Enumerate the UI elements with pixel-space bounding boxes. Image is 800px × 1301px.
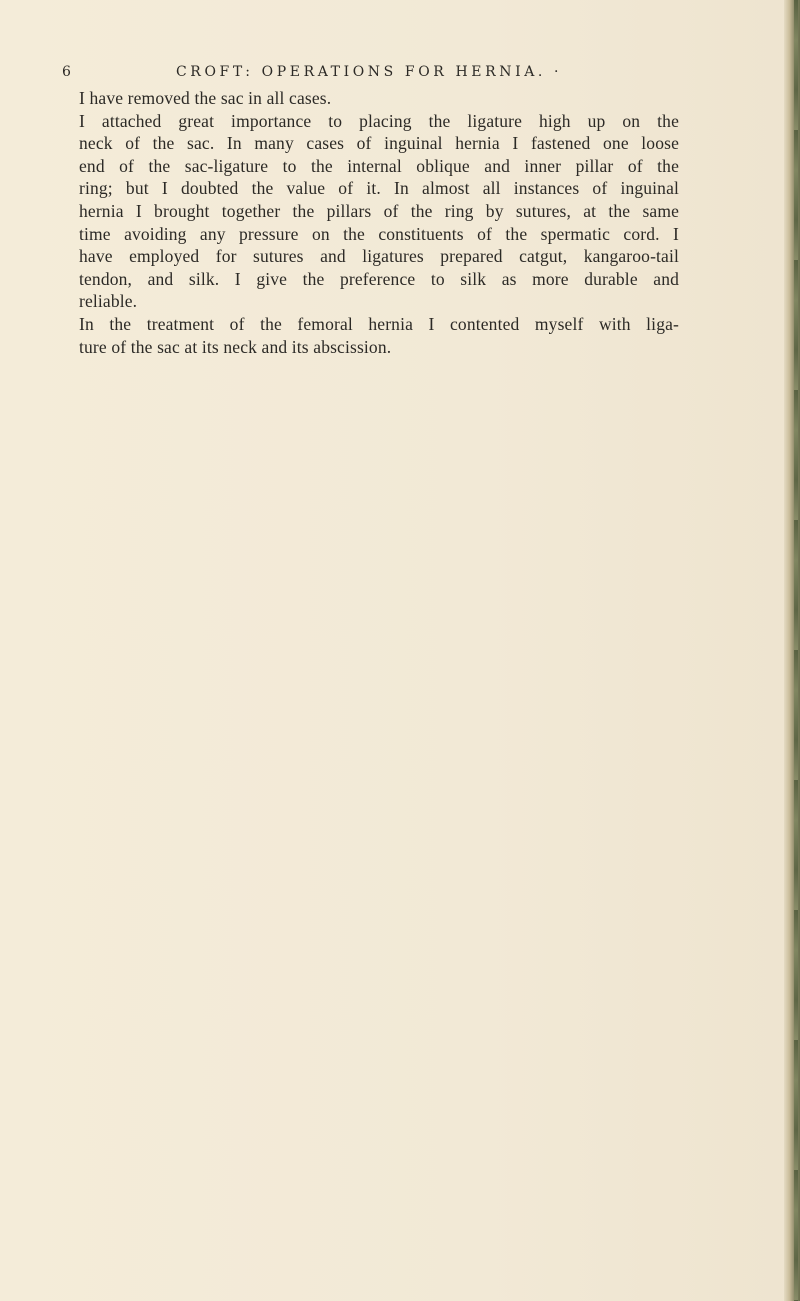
page-binding-edge bbox=[784, 0, 800, 1301]
running-head bbox=[62, 61, 742, 83]
text-line: ture of the sac at its neck and its abscission. bbox=[79, 336, 392, 357]
page-number: 6 bbox=[62, 64, 71, 80]
running-head-title: CROFT: OPERATIONS FOR HERNIA. · bbox=[176, 64, 563, 80]
text-line: neck of the sac. In many cases of inguinal hernia I fastened one loose bbox=[79, 133, 679, 154]
paragraph-femoral-hernia bbox=[79, 313, 679, 358]
text-line: time avoiding any pressure on the constituents of the spermatic cord. I bbox=[79, 223, 679, 244]
text-line: hernia I brought together the pillars of the ring by sutures, at the same bbox=[79, 200, 679, 221]
paragraph-removed-sac bbox=[79, 87, 679, 110]
text-line: ring; but I doubted the value of it. In almost all instances of inguinal bbox=[79, 178, 679, 199]
text-line: reliable. bbox=[79, 291, 138, 312]
paragraph-ligature bbox=[79, 110, 679, 313]
text-line: In the treatment of the femoral hernia I contented myself with liga- bbox=[79, 313, 679, 334]
text-line: tendon, and silk. I give the preference to silk as more durable and bbox=[79, 268, 679, 289]
text-line: end of the sac-ligature to the internal oblique and inner pillar of the bbox=[79, 155, 679, 176]
text-line: have employed for sutures and ligatures prepared catgut, kangaroo-tail bbox=[79, 246, 679, 267]
text-line: I have removed the sac in all cases. bbox=[79, 88, 332, 108]
body-text bbox=[79, 87, 679, 358]
text-line: I attached great importance to placing the ligature high up on the bbox=[79, 110, 679, 131]
